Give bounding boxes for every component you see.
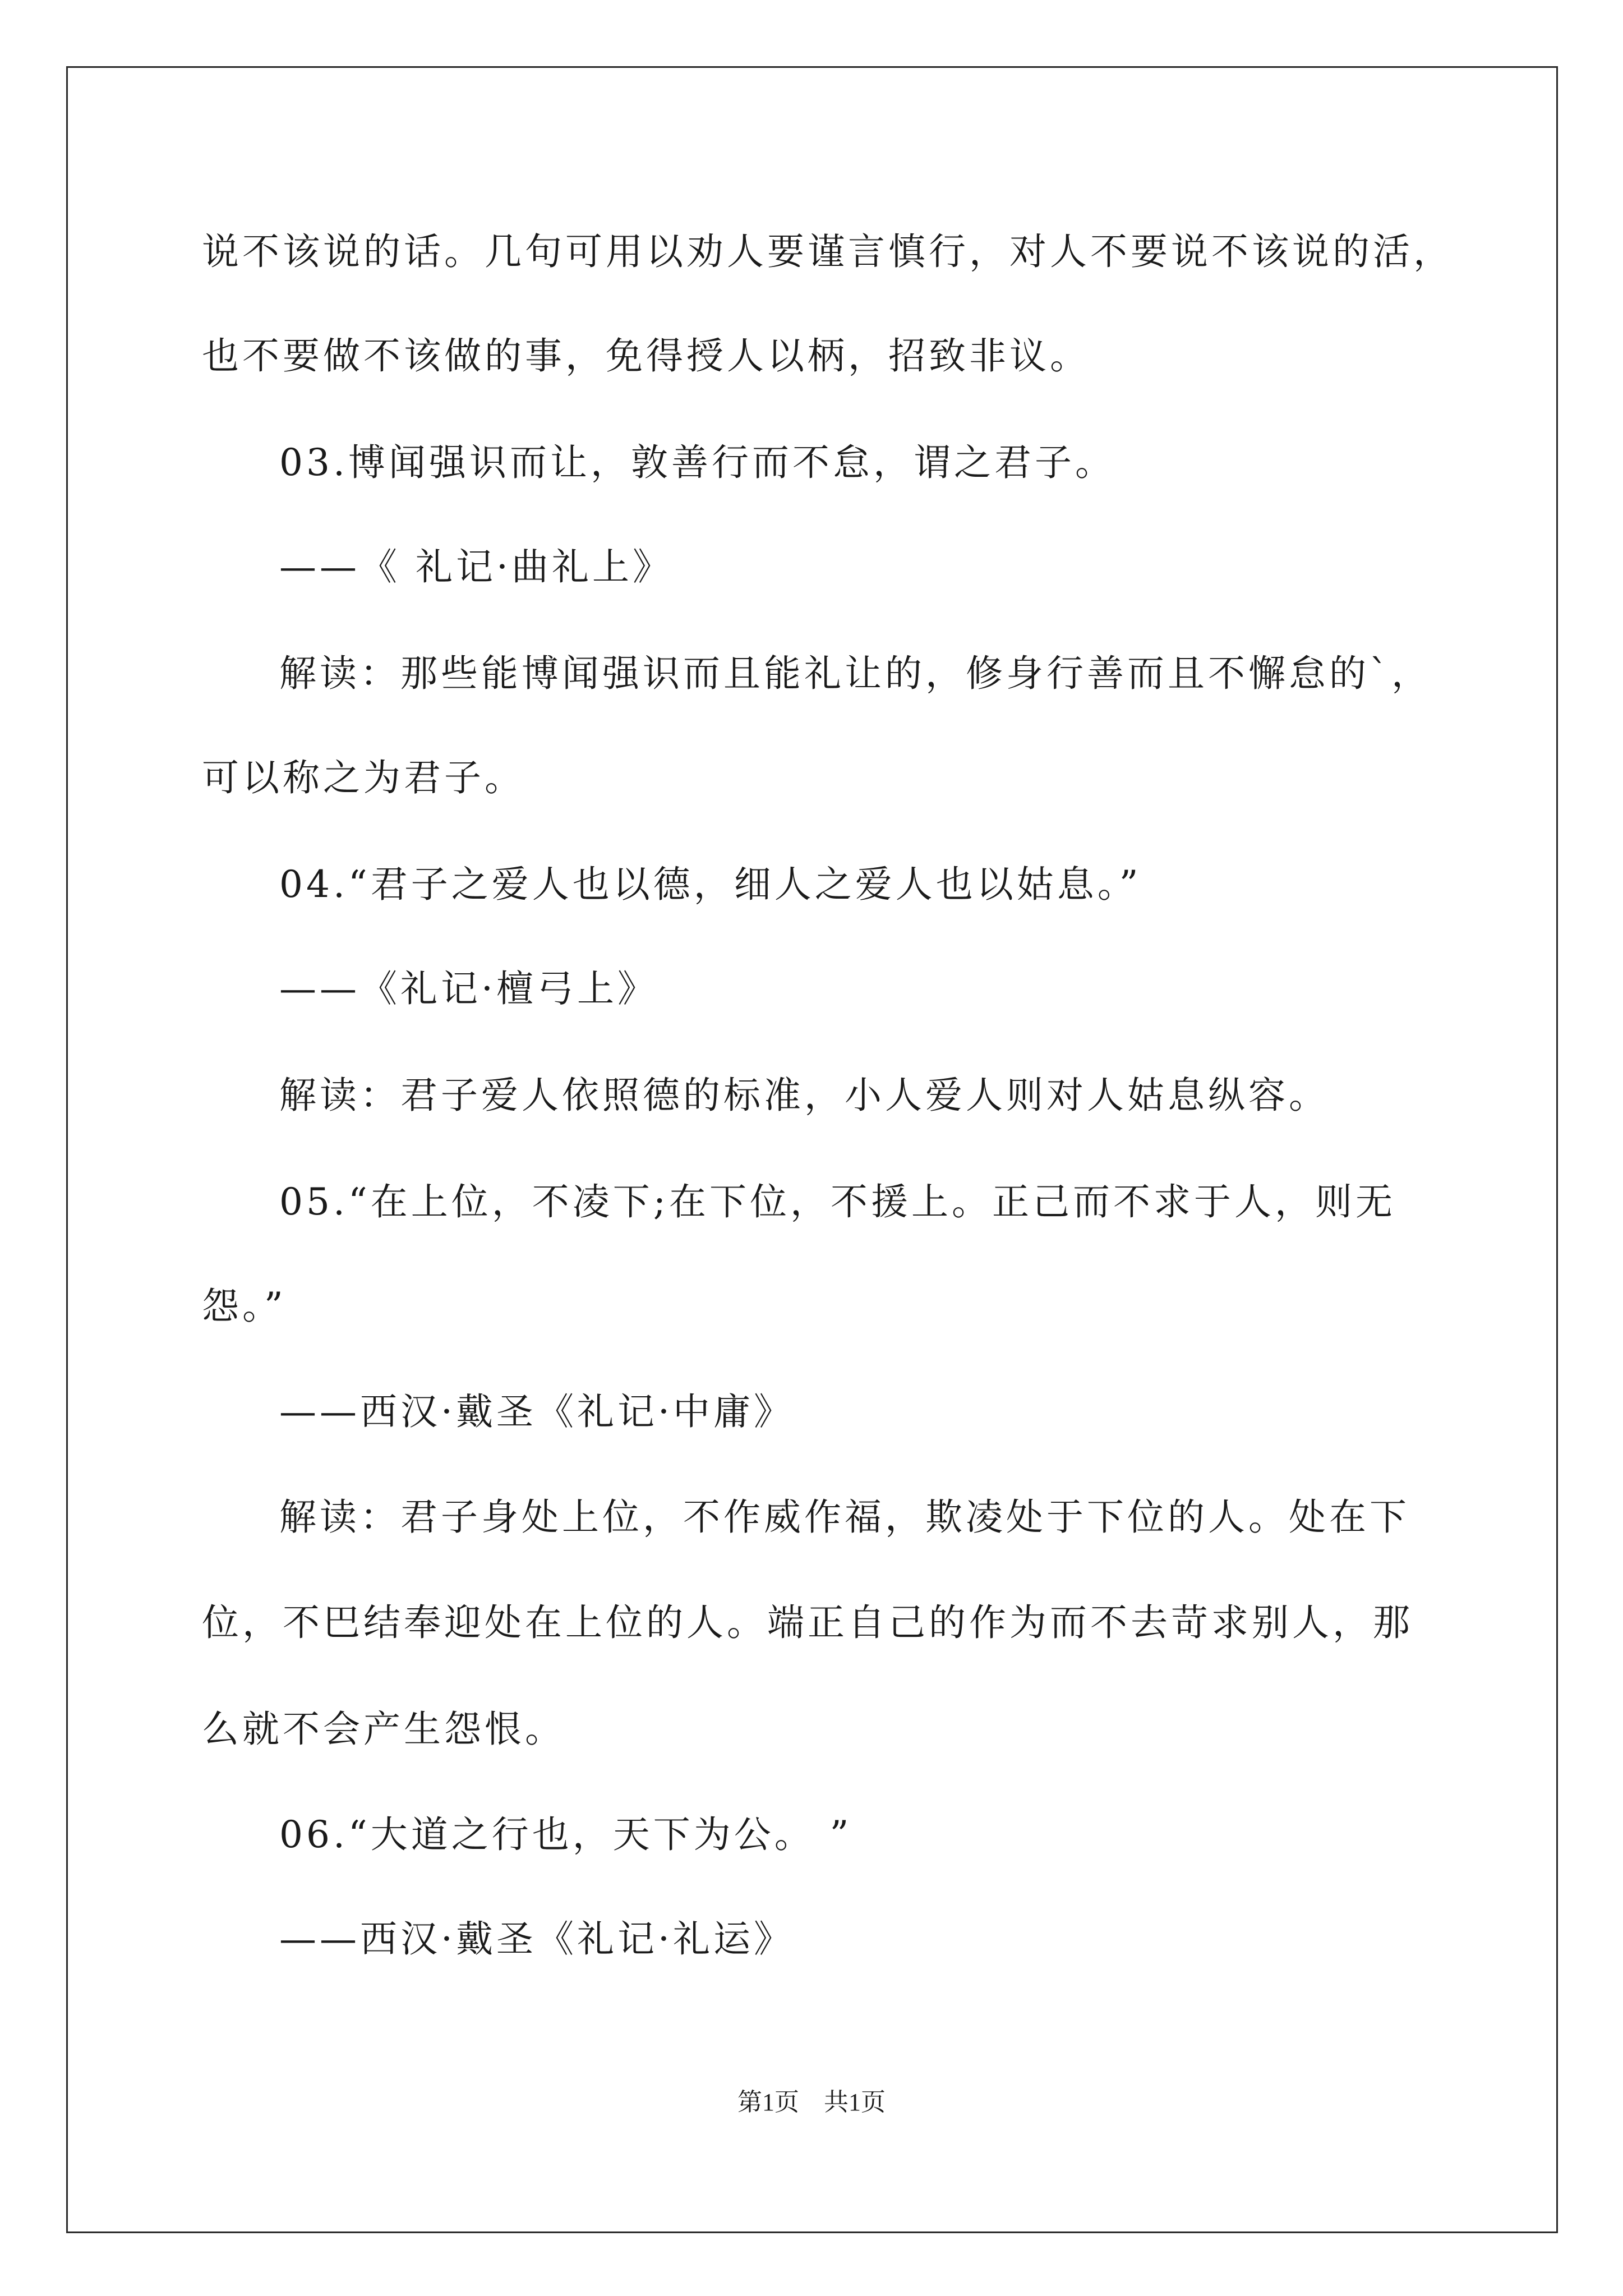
text-line: 可以称之为君子。 — [202, 756, 525, 799]
text-line: 解读：那些能博闻强识而且能礼让的，修身行善而且不懈怠的`， — [279, 652, 1432, 695]
text-line: 说不该说的话。几句可用以劝人要谨言慎行，对人不要说不该说的活， — [202, 230, 1454, 273]
text-line: 04.“君子之爱人也以德，细人之爱人也以姑息。” — [279, 863, 1142, 906]
text-line: 解读：君子爱人依照德的标准，小人爱人则对人姑息纵容。 — [279, 1074, 1329, 1117]
text-line: 03.博闻强识而让，敦善行而不怠，谓之君子。 — [279, 441, 1115, 484]
source-line: ——《礼记·檀弓上》 — [279, 967, 658, 1010]
text-line: 位，不巴结奉迎处在上位的人。端正自己的作为而不去苛求别人，那 — [202, 1601, 1413, 1644]
text-line: 05.“在上位，不凌下;在下位，不援上。正己而不求于人，则无 — [279, 1180, 1396, 1223]
text-line: 怨。” — [202, 1285, 287, 1328]
text-line: 解读：君子身处上位，不作威作福，欺凌处于下位的人。处在下 — [279, 1496, 1410, 1539]
source-line: ——西汉·戴圣《礼记·礼运》 — [279, 1917, 794, 1961]
page-border — [66, 66, 1558, 2233]
page-number: 第1页 共1页 — [737, 2088, 886, 2116]
source-line: ——西汉·戴圣《礼记·中庸》 — [279, 1390, 794, 1433]
source-line: ——《 礼记·曲礼上》 — [279, 545, 673, 588]
text-line: 么就不会产生怨恨。 — [202, 1708, 565, 1751]
text-line: 也不要做不该做的事，免得授人以柄，招致非议。 — [202, 334, 1090, 378]
text-line: 06.“大道之行也，天下为公。 ” — [279, 1813, 852, 1856]
